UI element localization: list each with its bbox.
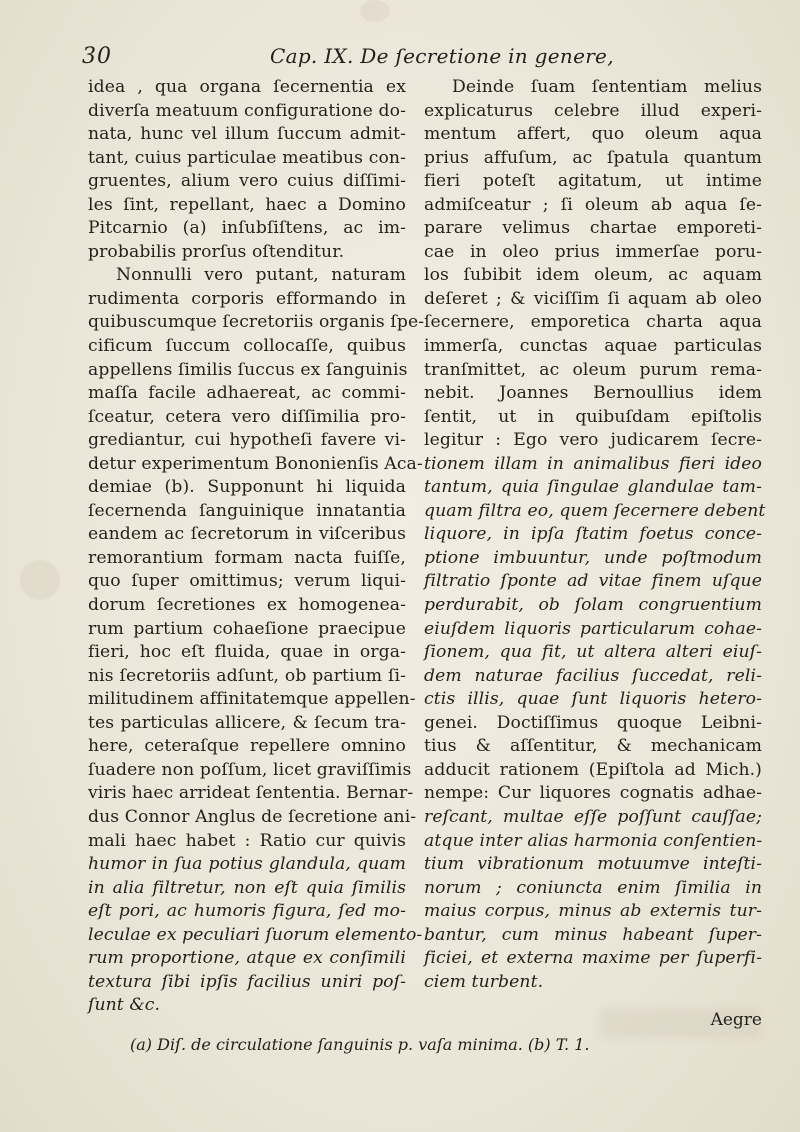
- text-line: ſuadere non poſſum, licet graviſſimis: [88, 759, 412, 780]
- text-line: bantur, cum minus habeant ſuper-: [424, 924, 762, 945]
- footnote: (a) Diſ. de circulatione ſanguinis p. vaſa minima. (b) T. 1.: [130, 1035, 590, 1054]
- text-line: diverſa meatuum configuratione do-: [88, 100, 406, 121]
- text-line: liquore, in ipſa ſtatim foetus conce-: [424, 524, 762, 545]
- text-line: appellens ſimilis ſuccus ex ſanguinis: [88, 359, 408, 380]
- text-line: dus Connor Anglus de ſecretione ani-: [88, 806, 417, 827]
- text-line: explicaturus celebre illud experi-: [424, 100, 762, 121]
- text-line: Deinde ſuam ſententiam melius: [452, 77, 762, 97]
- text-line: dem naturae facilius ſuccedat, reli-: [424, 665, 762, 686]
- text-line: militudinem affinitatemque appellen-: [88, 689, 416, 710]
- text-line: fieri, hoc eſt fluida, quae in orga-: [88, 642, 406, 663]
- text-line: nempe: Cur liquores cognatis adhae-: [424, 783, 762, 804]
- text-line: prius affuſum, ac ſpatula quantum: [424, 147, 762, 168]
- text-line: Pitcarnio (a) inſubſiſtens, ac im-: [88, 218, 406, 239]
- text-line: here, ceteraſque repellere omnino: [88, 736, 406, 757]
- text-line: nis ſecretoriis adſunt, ob partium ſi-: [88, 665, 406, 686]
- text-line: tius & aſſentitur, & mechanicam: [424, 736, 762, 757]
- paper-stain: [20, 560, 60, 600]
- catchword: Aegre: [710, 1010, 762, 1030]
- right-text-column: [424, 76, 766, 994]
- text-line: fieri poteſt agitatum, ut intime: [424, 171, 762, 192]
- text-line: rum proportione, atque ex conſimili: [88, 948, 406, 969]
- text-line: humor in ſua potius glandula, quam: [88, 854, 406, 875]
- text-line: tranſmittet, ac oleum purum rema-: [424, 359, 762, 380]
- text-line: demiae (b). Supponunt hi liquida: [88, 477, 406, 498]
- text-line: quibuscumque ſecretoriis organis ſpe-: [88, 312, 425, 333]
- text-line: tes particulas allicere, & ſecum tra-: [88, 712, 406, 733]
- text-line: deſeret ; & viciſſim ſi aquam ab oleo: [424, 288, 762, 309]
- text-line: tium vibrationum motuumve inteſti-: [424, 854, 762, 875]
- text-line: perdurabit, ob ſolam congruentium: [424, 595, 762, 616]
- text-line: eſt pori, ac humoris figura, ſed mo-: [88, 901, 406, 922]
- text-line: in alia filtretur, non eſt quia ſimilis: [88, 877, 406, 898]
- text-line: mali haec habet : Ratio cur quivis: [88, 830, 406, 851]
- page-header: [82, 40, 614, 70]
- text-line: ſentit, ut in quibuſdam epiſtolis: [424, 406, 762, 427]
- text-line: les ſint, repellant, haec a Domino: [88, 194, 406, 215]
- text-line: los ſubibit idem oleum, ac aquam: [424, 265, 762, 286]
- text-line: ſceatur, cetera vero diſſimilia pro-: [88, 406, 406, 427]
- text-line: ſecernere, emporetica charta aqua: [424, 312, 762, 333]
- text-line: mentum affert, quo oleum aqua: [424, 124, 762, 145]
- text-line: cificum ſuccum collocaſſe, quibus: [88, 336, 406, 357]
- text-line: adducit rationem (Epiſtola ad Mich.): [424, 759, 762, 780]
- text-line: remorantium formam nacta fuiſſe,: [88, 547, 406, 568]
- paper-stain: [360, 0, 390, 22]
- text-line: viris haec arrideat ſententia. Bernar-: [88, 783, 414, 804]
- left-text-column: [88, 76, 425, 1018]
- text-line: eiuſdem liquoris particularum cohae-: [424, 618, 762, 639]
- text-line: ſunt &c.: [88, 995, 161, 1016]
- text-line: gruentes, alium vero cuius diſſimi-: [88, 171, 406, 192]
- text-line: probabilis prorſus oſtenditur.: [88, 241, 345, 262]
- text-line: grediantur, cui hypotheſi favere vi-: [88, 430, 406, 451]
- text-line: immerſa, cunctas aquae particulas: [424, 336, 762, 357]
- text-line: tant, cuius particulae meatibus con-: [88, 147, 406, 168]
- text-line: legitur : Ego vero judicarem ſecre-: [424, 430, 762, 451]
- text-line: admiſceatur ; ſi oleum ab aqua ſe-: [424, 194, 762, 215]
- text-line: ficiei, et externa maxime per ſuperfi-: [424, 948, 762, 969]
- text-line: atque inter alias harmonia conſentien-: [424, 830, 763, 851]
- text-line: tantum, quia ſingulae glandulae tam-: [424, 477, 762, 498]
- text-line: quam filtra eo, quem ſecernere debent: [424, 500, 766, 521]
- text-line: eandem ac ſecretorum in viſceribus: [88, 524, 406, 545]
- page-number: 30: [82, 44, 112, 69]
- text-line: leculae ex peculiari ſuorum elemento-: [88, 924, 423, 945]
- text-line: nebit. Joannes Bernoullius idem: [424, 383, 762, 404]
- text-line: idea , qua organa ſecernentia ex: [88, 77, 406, 97]
- text-line: detur experimentum Bononienſis Aca-: [88, 453, 423, 474]
- text-line: Nonnulli vero putant, naturam: [116, 265, 406, 286]
- text-line: rudimenta corporis efformando in: [88, 288, 406, 309]
- text-line: ctis illis, quae ſunt liquoris hetero-: [424, 689, 762, 710]
- text-line: maſſa facile adhaereat, ac commi-: [88, 383, 406, 404]
- text-line: rum partium cohaeſione praecipue: [88, 618, 406, 639]
- text-line: genei. Doctiſſimus quoque Leibni-: [424, 712, 762, 733]
- text-line: maius corpus, minus ab externis tur-: [424, 901, 762, 922]
- text-line: cae in oleo prius immerſae poru-: [424, 241, 762, 262]
- text-line: quo ſuper omittimus; verum liqui-: [88, 571, 406, 592]
- text-line: norum ; coniuncta enim ſimilia in: [424, 877, 762, 898]
- text-line: ciem turbent.: [424, 971, 544, 992]
- text-line: filtratio ſponte ad vitae finem uſque: [424, 571, 762, 592]
- text-line: dorum ſecretiones ex homogenea-: [88, 595, 406, 616]
- running-head: Cap. IX. De ſecretione in genere,: [270, 44, 614, 68]
- text-line: textura ſibi ipſis facilius uniri poſ-: [88, 971, 406, 992]
- text-line: ſecernenda ſanguinique innatantia: [88, 500, 406, 521]
- text-line: nata, hunc vel illum ſuccum admit-: [88, 124, 406, 145]
- text-line: tionem illam in animalibus fieri ideo: [424, 453, 762, 474]
- text-line: parare velimus chartae emporeti-: [424, 218, 762, 239]
- text-line: ſionem, qua fit, ut altera alteri eiuſ-: [424, 642, 762, 663]
- text-line: reſcant, multae eſſe poſſunt cauſſae;: [424, 806, 762, 827]
- text-line: ptione imbuuntur, unde poſtmodum: [424, 547, 762, 568]
